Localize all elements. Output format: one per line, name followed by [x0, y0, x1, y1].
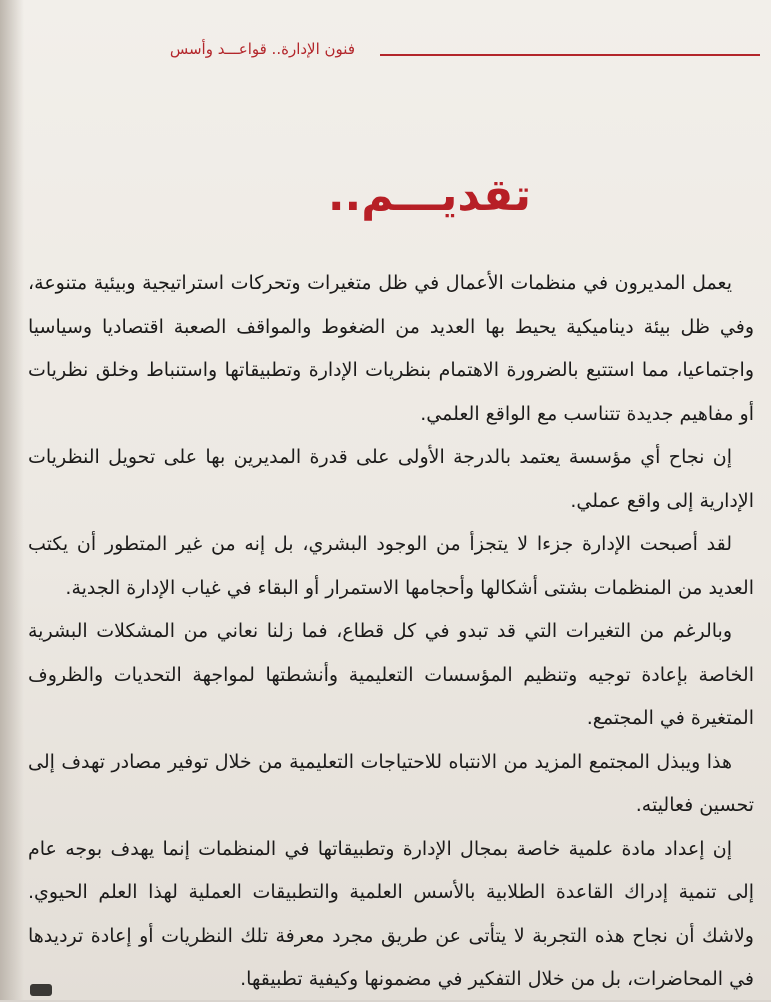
page-gutter-shadow	[0, 0, 24, 1000]
body-text	[28, 262, 754, 1002]
paragraph-6: إن إعداد مادة علمية خاصة بمجال الإدارة وتطبيقاتها في المنظمات إنما يهدف بوجه عام إلى تنمية إدراك القاعدة الطلابية بالأسس العلمية والتطبيقات العملية لهذا العلم الحيوي. ولاشك أن نجاح هذه التجربة لا يتأتى عن طريق مجرد معرفة تلك النظريات أو إعادة ترديدها في المحاضرات، بل من خلال التفكير في مضمونها وكيفية تطبيقها.	[28, 837, 754, 990]
paragraph-4: وبالرغم من التغيرات التي قد تبدو في كل قطاع، فما زلنا نعاني من المشكلات البشرية الخاصة بإعادة توجيه وتنظيم المؤسسات التعليمية وأنشطتها لمواجهة التحديات والظروف المتغيرة في المجتمع.	[28, 620, 754, 729]
running-header-title: فنون الإدارة.. قواعـــد وأسس	[169, 40, 355, 58]
chapter-title: تقديـــم..	[327, 170, 531, 221]
page-edge-mark	[30, 984, 52, 996]
header-rule	[380, 54, 760, 56]
paragraph-3: لقد أصبحت الإدارة جزءا لا يتجزأ من الوجود البشري، بل إنه من غير المتطور أن يكتب العديد من المنظمات بشتى أشكالها وأحجامها الاستمرار أو البقاء في غياب الإدارة الجدية.	[28, 533, 754, 599]
paragraph-2: إن نجاح أي مؤسسة يعتمد بالدرجة الأولى على قدرة المديرين بها على تحويل النظريات الإدارية إلى واقع عملي.	[28, 446, 754, 512]
paragraph-5: هذا ويبذل المجتمع المزيد من الانتباه للاحتياجات التعليمية من خلال توفير مصادر تهدف إلى تحسين فعاليته.	[28, 750, 754, 816]
running-header	[40, 40, 760, 64]
paragraph-1: يعمل المديرون في منظمات الأعمال في ظل متغيرات وتحركات استراتيجية وبيئية متنوعة، وفي ظل بيئة ديناميكية يحيط بها العديد من الضغوط والمواقف الصعبة اقتصاديا وسياسيا واجتماعيا، مما استتبع بالضرورة الاهتمام بنظريات الإدارة وتطبيقاتها واستنباط وخلق نظريات أو مفاهيم جديدة تتناسب مع الواقع العلمي.	[28, 272, 754, 425]
